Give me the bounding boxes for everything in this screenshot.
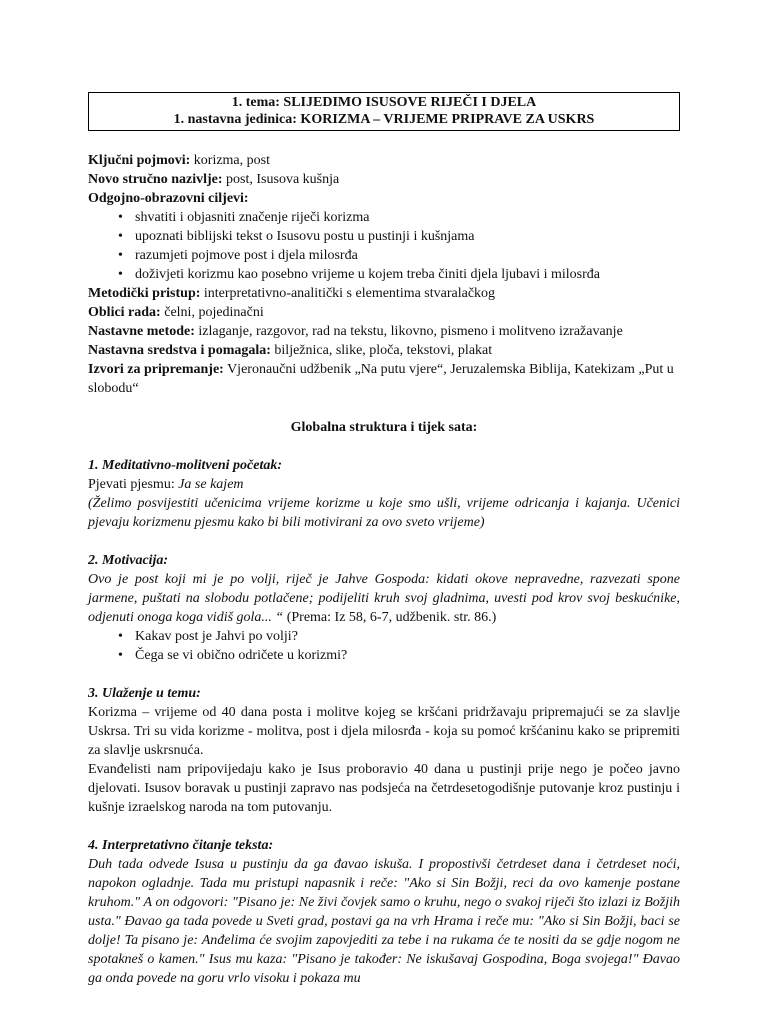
lesson-metadata <box>88 151 680 398</box>
goals-label: Odgojno-obrazovni ciljevi: <box>88 191 249 206</box>
preparation-sources: Izvori za pripremanje: Vjeronaučni udžbenik „Na putu vjere“, Jeruzalemska Biblija, Katekizam „Put u slobodu“ <box>88 362 674 396</box>
list-item: • upoznati biblijski tekst o Isusovu postu u pustinji i kušnjama <box>118 227 680 246</box>
methodical-approach: Metodički pristup: interpretativno-analitički s elementima stvaralačkog <box>88 286 496 301</box>
document-page <box>88 0 680 988</box>
motivation-quote: Ovo je post koji mi je po volji, riječ je Jahve Gospoda: kidati okove nepravedne, razvezati spone jarmene, puštati na slobodu potlačene; podijeliti kruh svoj gladnima, uvesti pod krov svoj beskućnike, odjenuti onoga koga vidiš gola... “ (Prema: Iz 58, 6-7, udžbenik. str. 86.) <box>88 572 680 625</box>
section-note: (Želimo posvijestiti učenicima vrijeme korizme u koje smo ušli, vrijeme odricanja i kajanja. Učenici pjevaju korizmenu pjesmu kako bi bili motivirani za ovo sveto vrijeme) <box>88 496 680 530</box>
list-item: • Čega se vi obično odričete u korizmi? <box>118 646 680 665</box>
list-item: • razumjeti pojmove post i djela milosrđa <box>118 246 680 265</box>
scripture-text: Duh tada odvede Isusa u pustinju da ga đavao iskuša. I propostivši četrdeset dana i četrdeset noći, napokon ogladnje. Tada mu pristupi napasnik i reče: "Ako si Sin Božji, reci da ovo kamenje postane kruhom." A on odgovori: "Pisano je: Ne živi čovjek samo o kruhu, nego o svakoj riječi što izlazi iz Božjih usta." Đavao ga tada povede u Sveti grad, postavi ga na vrh Hrama i reče mu: "Ako si Sin Božji, baci se dolje! Ta pisano je: Anđelima će svojim zapovjediti za tebe i na rukama će te nositi da se gdje nogom ne spotakneš o kamen." Isus mu kaza: "Pisano je također: Ne iskušavaj Gospodina, Boga svojega!" Đavao ga onda povede na goru vrlo visoku i pokaza mu <box>88 857 680 986</box>
section-heading: 2. Motivacija: <box>88 553 169 568</box>
section-heading: 4. Interpretativno čitanje teksta: <box>88 838 274 853</box>
structure-heading: Globalna struktura i tijek sata: <box>290 420 478 435</box>
title-box <box>88 92 680 131</box>
teaching-aids: Nastavna sredstva i pomagala: bilježnica, slike, ploča, tekstovi, plakat <box>88 343 493 358</box>
paragraph: Evanđelisti nam pripovijedaju kako je Isus proboravio 40 dana u pustinji prije nego je počeo javno djelovati. Isusov boravak u pustinji zapravo nas podsjeća na četrdesetogodišnje putovanje kroz pustinju i kušnje izraelskog naroda na tom putovanju. <box>88 762 680 815</box>
lesson-title: 1. nastavna jedinica: KORIZMA – VRIJEME PRIPRAVE ZA USKRS <box>173 112 595 127</box>
goals-list <box>88 208 680 284</box>
list-item: • shvatiti i objasniti značenje riječi korizma <box>118 208 680 227</box>
section-heading: 3. Ulaženje u temu: <box>88 686 201 701</box>
section-heading: 1. Meditativno-molitveni početak: <box>88 458 283 473</box>
key-terms: Ključni pojmovi: korizma, post <box>88 153 270 168</box>
topic-title: 1. tema: SLIJEDIMO ISUSOVE RIJEČI I DJELA <box>231 95 537 110</box>
question-list <box>88 627 680 665</box>
paragraph: Korizma – vrijeme od 40 dana posta i molitve kojeg se kršćani pridržavaju pripremajući se za slavlje Uskrsa. Tri su vida korizme - molitva, post i djela milosrđa - koja su pomoć kršćaninu kako se pripremiti za slavlje uskrsnuća. <box>88 705 680 758</box>
new-terminology: Novo stručno nazivlje: post, Isusova kušnja <box>88 172 340 187</box>
list-item: • Kakav post je Jahvi po volji? <box>118 627 680 646</box>
work-forms: Oblici rada: čelni, pojedinačni <box>88 305 264 320</box>
song-line: Pjevati pjesmu: Ja se kajem <box>88 477 244 492</box>
list-item: • doživjeti korizmu kao posebno vrijeme u kojem treba činiti djela ljubavi i milosrđa <box>118 265 680 284</box>
teaching-methods: Nastavne metode: izlaganje, razgovor, rad na tekstu, likovno, pismeno i molitveno izražavanje <box>88 324 623 339</box>
song-title: Ja se kajem <box>178 477 244 492</box>
quote-reference: (Prema: Iz 58, 6-7, udžbenik. str. 86.) <box>283 610 497 625</box>
